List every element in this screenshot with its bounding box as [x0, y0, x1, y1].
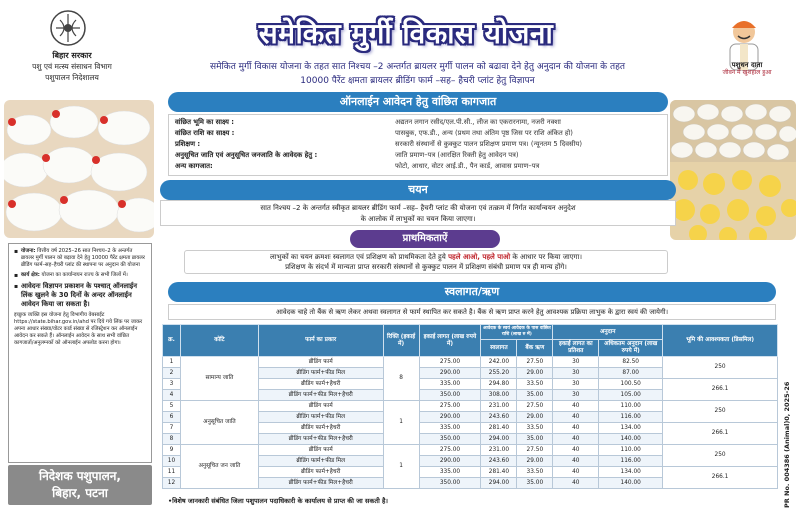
vacancy-cell: 1 — [383, 401, 419, 445]
farm-cell: ब्रीडिंग फार्म+हैचरी — [258, 423, 383, 434]
directorate-name: पशुपालन निदेशालय — [45, 73, 99, 82]
selection-section-header — [160, 180, 676, 200]
loan-cell: 29.00 — [517, 456, 553, 467]
own-cell: 231.00 — [481, 445, 517, 456]
own-cell: 243.60 — [481, 412, 517, 423]
land-cell: 250 — [663, 357, 778, 379]
farm-cell: ब्रीडिंग फार्म+हैचरी — [258, 467, 383, 478]
max-cell: 134.00 — [599, 467, 663, 478]
land-cell: 250 — [663, 401, 778, 423]
loan-cell: 27.50 — [517, 445, 553, 456]
cost-cell: 350.00 — [419, 390, 481, 401]
loan-cell: 27.50 — [517, 401, 553, 412]
loan-cell: 33.50 — [517, 423, 553, 434]
farm-cell: ब्रीडिंग फार्म — [258, 445, 383, 456]
max-cell: 105.00 — [599, 390, 663, 401]
cost-cell: 290.00 — [419, 412, 481, 423]
pct-cell: 40 — [553, 401, 599, 412]
farm-cell: ब्रीडिंग फार्म+फीड मिल — [258, 456, 383, 467]
own-cell: 281.40 — [481, 423, 517, 434]
info-yojana: ▪ योजना: वित्तीय वर्ष 2025–26 सात निश्चय–2 के अन्तर्गत ब्रायलर मुर्गी पालन को बढ़ावा देने हेतु 10000 पैरेंट क्षमता ब्रायलर ब्रीडिंग फार्म–सह–हैचरी प्लांट की स्थापना पर अनुदान की योजना — [14, 248, 146, 269]
pr-number: PR No. 004386 (Animal)0, 2025-26 — [783, 381, 791, 508]
sl-cell: 9 — [163, 445, 181, 456]
cost-cell: 350.00 — [419, 478, 481, 489]
land-cell: 250 — [663, 445, 778, 467]
page-title: समेकित मुर्गी विकास योजना — [258, 17, 554, 50]
cost-cell: 275.00 — [419, 357, 481, 368]
subtitle-line-2: 10000 पैरेंट क्षमता ब्रायलर ब्रीडिंग फार्म –सह– हैचरी प्लांट हेतु विज्ञापन — [300, 76, 535, 86]
col-vacancy: रिक्ति (इकाई में) — [383, 325, 419, 357]
cost-cell: 335.00 — [419, 423, 481, 434]
vacancy-cell: 1 — [383, 445, 419, 489]
department-header — [8, 50, 136, 83]
own-cell: 294.80 — [481, 379, 517, 390]
loan-cell: 29.00 — [517, 412, 553, 423]
info-deadline: ▪ आवेदनः विज्ञापन प्रकाशन के पश्चात् ऑनलाईन लिंक खुलने के 30 दिनों के अन्दर ऑनलाईन आवेदन किया जा सकता है। — [14, 282, 146, 309]
col-subsidy-max: अधिकतम अनुदान (लाख रुपये में) — [599, 340, 663, 357]
land-cell: 266.1 — [663, 423, 778, 445]
cost-title: स्वलागत/ऋण — [444, 285, 500, 298]
max-cell: 110.00 — [599, 401, 663, 412]
document-row: वांछित भूमि का साक्ष्य : अद्यतन लगान रसीद/एल.पी.सी., लीज का एकरारनामा, नजरी नक्शा — [175, 118, 561, 126]
table-row — [163, 357, 778, 368]
govt-name: बिहार सरकार — [52, 51, 92, 60]
col-subsidy-percent: इकाई लागत का प्रतिशत — [553, 340, 599, 357]
max-cell: 116.00 — [599, 456, 663, 467]
documents-title: ऑनलाईन आवेदन हेतु वांछित कागजात — [339, 95, 497, 108]
max-cell: 140.00 — [599, 434, 663, 445]
pct-cell: 40 — [553, 434, 599, 445]
title-banner — [226, 14, 586, 54]
pct-cell: 30 — [553, 390, 599, 401]
sl-cell: 7 — [163, 423, 181, 434]
director-signature: निदेशक पशुपालन, बिहार, पटना — [8, 465, 152, 505]
pct-cell: 40 — [553, 412, 599, 423]
loan-cell: 33.50 — [517, 467, 553, 478]
pct-cell: 30 — [553, 357, 599, 368]
info-area: ▪ कार्य क्षेत्र: योजना का कार्यान्वयन राज्य के सभी जिलों में। — [14, 272, 146, 279]
mascot-caption-1: पशुधन दाता — [731, 61, 763, 69]
documents-section-header — [168, 92, 668, 112]
col-subsidy-group: अनुदान — [553, 325, 663, 340]
own-cell: 242.00 — [481, 357, 517, 368]
col-investment-group: आवेदक के स्वयं आवेदक के पास वांछित राशि (लाख रु में) — [481, 325, 553, 340]
col-own-cost: स्वलागत — [481, 340, 517, 357]
max-cell: 82.50 — [599, 357, 663, 368]
dept-name: पशु एवं मत्स्य संसाधन विभाग — [32, 62, 112, 71]
col-farm-type: फार्म का प्रकार — [258, 325, 383, 357]
pct-cell: 40 — [553, 445, 599, 456]
subtitle — [150, 60, 685, 88]
own-cell: 308.00 — [481, 390, 517, 401]
table-body — [163, 357, 778, 489]
loan-cell: 27.50 — [517, 357, 553, 368]
sl-cell: 8 — [163, 434, 181, 445]
cost-cell: 350.00 — [419, 434, 481, 445]
table-row — [163, 445, 778, 456]
selection-title: चयन — [408, 183, 428, 196]
farm-cell: ब्रीडिंग फार्म+फीड मिल — [258, 368, 383, 379]
sl-cell: 11 — [163, 467, 181, 478]
category-cell: अनुसूचित जाति — [180, 401, 258, 445]
pct-cell: 40 — [553, 478, 599, 489]
col-bank-loan: बैंक ऋण — [517, 340, 553, 357]
first-come-first-serve: पहले आओ, पहले पाओ — [448, 253, 511, 261]
farm-cell: ब्रीडिंग फार्म+फीड मिल+हैचरी — [258, 478, 383, 489]
cost-cell: 290.00 — [419, 456, 481, 467]
cost-cell: 275.00 — [419, 445, 481, 456]
cost-cell: 335.00 — [419, 467, 481, 478]
pct-cell: 30 — [553, 368, 599, 379]
category-cell: सामान्य जाति — [180, 357, 258, 401]
documents-list — [168, 114, 668, 176]
col-unit-cost: इकाई लागत (लाख रुपये में) — [419, 325, 481, 357]
priority-section-header — [350, 230, 500, 248]
loan-cell: 35.00 — [517, 478, 553, 489]
pct-cell: 30 — [553, 379, 599, 390]
cost-cell: 335.00 — [419, 379, 481, 390]
cost-text: आवेदक चाहे तो बैंक से ऋण लेकर अथवा स्वलागत से फार्म स्थापित कर सकते है। बैंक से ऋण प्राप्त करने हेतु आवश्यक प्रक्रिया लाभुक के द्वारा स्वयं की जायेगी। — [168, 304, 776, 320]
sl-cell: 2 — [163, 368, 181, 379]
cost-section-header — [168, 282, 776, 302]
priority-title: प्राथमिकताऐं — [402, 233, 448, 244]
loan-cell: 29.00 — [517, 368, 553, 379]
own-cell: 281.40 — [481, 467, 517, 478]
sl-cell: 10 — [163, 456, 181, 467]
farm-cell: ब्रीडिंग फार्म — [258, 401, 383, 412]
farm-cell: ब्रीडिंग फार्म — [258, 357, 383, 368]
loan-cell: 35.00 — [517, 390, 553, 401]
selection-text: सात निश्चय –2 के अन्तर्गत स्वीकृत ब्रायलर ब्रीडिंग फार्म –सह– हैचरी प्लांट की योजना एवं तत्क्रम में निर्गत कार्यान्वयन अनुदेश के आलोक में लाभुकों का चयन किया जाएगा। — [160, 200, 676, 226]
farm-cell: ब्रीडिंग फार्म+फीड मिल+हैचरी — [258, 390, 383, 401]
pct-cell: 40 — [553, 423, 599, 434]
sl-cell: 3 — [163, 379, 181, 390]
cost-cell: 290.00 — [419, 368, 481, 379]
col-land: भूमि की आवश्यकता (डिसमिल) — [663, 325, 778, 357]
max-cell: 110.00 — [599, 445, 663, 456]
document-row: अन्य कागजात: फोटो, आधार, वोटर आई.डी., पैन कार्ड, आवास प्रमाण–पत्र — [175, 162, 540, 170]
cost-table — [162, 324, 778, 489]
priority-text: लाभुकों का चयन क्रमशः स्वलागत एवं प्रशिक्षण को प्राथमिकता देते हुये पहले आओ, पहले पाओ के आधार पर किया जाएगा। प्रशिक्षण के संदर्भ में मान्यता प्राप्त सरकारी संस्थानों से कुक्कुट पालन में प्रशिक्षण संबंधी प्रमाण पत्र ही मान्य होंगे। — [184, 250, 668, 274]
category-cell: अनुसूचित जन जाति — [180, 445, 258, 489]
subtitle-line-1: समेकित मुर्गी विकास योजना के तहत सात निश्चय –2 अन्तर्गत ब्रायलर मुर्गी पालन को बढावा देने हेतु अनुदान की योजना के तहत — [209, 62, 625, 72]
bihar-emblem-icon — [48, 8, 88, 48]
farm-cell: ब्रीडिंग फार्म+फीड मिल+हैचरी — [258, 434, 383, 445]
own-cell: 231.00 — [481, 401, 517, 412]
max-cell: 140.00 — [599, 478, 663, 489]
col-category: कोटि — [180, 325, 258, 357]
sl-cell: 12 — [163, 478, 181, 489]
info-panel — [8, 243, 152, 463]
info-website: इच्छुक व्यक्ति इस योजना हेतु विभागीय वेबसाईट https://state.bihar.gov.in/ahd पर दिये गये लिंक पर जाकर अपना आधार संख्या/वोटर कार्ड संख्या से रजिस्ट्रेशन कर ऑनलाईन आवेदन कर सकते हैं। ऑनलाईन आवेदन के साथ सभी वांछित कागजातों/अनुलग्नकों को ऑनलाईन अपलोड करना होगा। — [14, 312, 143, 346]
max-cell: 116.00 — [599, 412, 663, 423]
mascot-caption — [712, 62, 782, 76]
footnote: •विशेष जानकारी संबंधित जिला पशुपालन पदाधिकारी के कार्यालय से प्राप्त की जा सकती है। — [168, 497, 388, 505]
own-cell: 294.00 — [481, 478, 517, 489]
chickens-photo — [4, 100, 154, 238]
mascot-caption-2: जीवन में खुशहाल हुआ — [722, 69, 772, 76]
pct-cell: 40 — [553, 456, 599, 467]
farm-cell: ब्रीडिंग फार्म+फीड मिल — [258, 412, 383, 423]
land-cell: 266.1 — [663, 467, 778, 489]
vacancy-cell: 8 — [383, 357, 419, 401]
sl-cell: 1 — [163, 357, 181, 368]
land-cell: 266.1 — [663, 379, 778, 401]
farm-cell: ब्रीडिंग फार्म+हैचरी — [258, 379, 383, 390]
own-cell: 294.00 — [481, 434, 517, 445]
table-row — [163, 401, 778, 412]
own-cell: 255.20 — [481, 368, 517, 379]
sl-cell: 4 — [163, 390, 181, 401]
document-row: वांछित राशि का साक्ष्य : पासबुक, एफ.डी., अन्य (प्रथम तथा अंतिम पृष्ठ जिस पर राशि अंकित हो) — [175, 129, 573, 137]
max-cell: 100.50 — [599, 379, 663, 390]
sl-cell: 5 — [163, 401, 181, 412]
pct-cell: 40 — [553, 467, 599, 478]
own-cell: 243.60 — [481, 456, 517, 467]
document-row: प्रशिक्षण : सरकारी संस्थानों से कुक्कुट पालन प्रशिक्षण प्रमाण पत्र। (न्यूनतम 5 दिवसीय) — [175, 140, 582, 148]
col-sl: क्र. — [163, 325, 181, 357]
document-row: अनुसूचित जाति एवं अनुसूचित जनजाति के आवेदक हेतु : जाति प्रमाण–पत्र (आरक्षित रिक्ती हेतु आवेदन पत्र) — [175, 151, 519, 159]
eggs-chicks-photo — [670, 100, 796, 240]
cost-cell: 275.00 — [419, 401, 481, 412]
sl-cell: 6 — [163, 412, 181, 423]
max-cell: 87.00 — [599, 368, 663, 379]
loan-cell: 33.50 — [517, 379, 553, 390]
max-cell: 134.00 — [599, 423, 663, 434]
loan-cell: 35.00 — [517, 434, 553, 445]
